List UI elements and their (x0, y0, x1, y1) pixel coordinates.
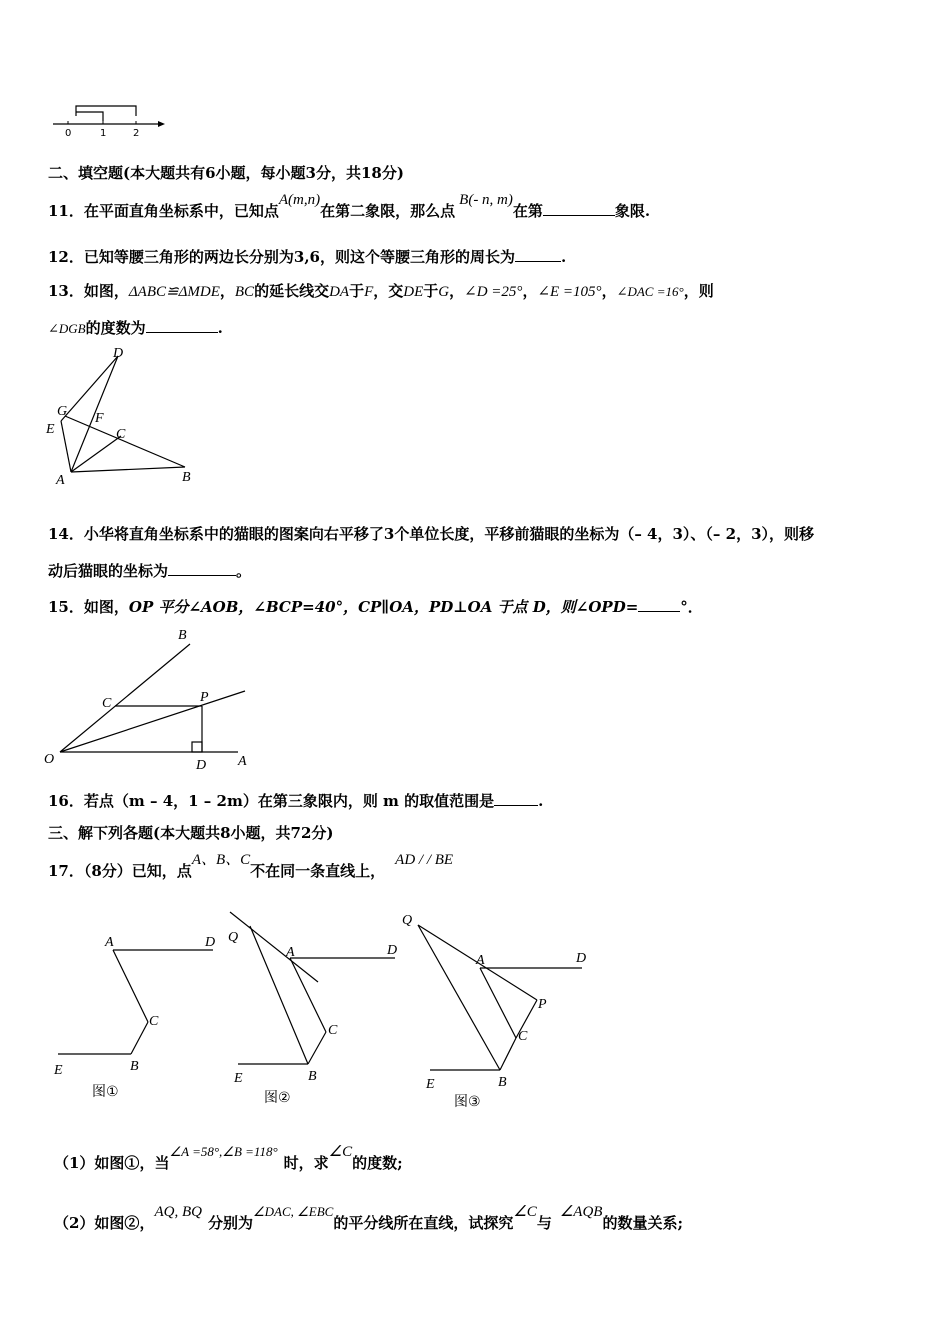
answer-blank[interactable] (543, 200, 615, 216)
q16-text: . (538, 792, 544, 810)
segment-ab (71, 467, 185, 472)
label-g: G (57, 404, 68, 419)
q16-text: 16．若点（m – 4，1 – 2m）在第三象限内，则 m 的取值范围是 (48, 792, 495, 810)
label-c: C (102, 696, 112, 711)
answer-blank[interactable] (638, 596, 680, 612)
label-d: D (113, 346, 124, 361)
f3-label-p: P (538, 997, 547, 1012)
answer-blank[interactable] (494, 790, 538, 806)
math-expr: ∠DAC =16° (616, 284, 684, 299)
segment-de (61, 356, 118, 421)
q13-text: ， (601, 282, 617, 300)
label-e: E (46, 422, 55, 437)
q17-text: 17．（8分）已知，点 (48, 862, 192, 880)
q17-text: 不在同一条直线上， (250, 862, 386, 880)
label-a: A (56, 473, 65, 488)
ray-op (60, 691, 245, 752)
question-17 (48, 852, 454, 881)
point-a-expr: A(m,n) (278, 192, 321, 208)
q15-text: 15．如图， (48, 598, 129, 616)
label-a: A (238, 754, 247, 769)
math-expr: BC (234, 284, 255, 300)
f2-segment-ac (290, 958, 326, 1032)
question-17-part2 (54, 1204, 683, 1233)
f3-label-q: Q (402, 913, 413, 928)
q14-text: 动后猫眼的坐标为 (48, 562, 169, 580)
q12-text: 12．已知等腰三角形的两边长分别为3,6，则这个等腰三角形的周长为 (48, 248, 515, 266)
f1-label-d: D (205, 935, 216, 950)
label-f: F (95, 411, 104, 426)
q13-text: 于 (423, 282, 439, 300)
f2-label-e: E (234, 1071, 243, 1086)
q15-text: OP 平分∠AOB，∠BCP=40°，CP∥OA，PD⊥OA 于点 D，则∠OPD= (128, 598, 639, 616)
label-c: C (116, 427, 126, 442)
f3-label-e: E (426, 1077, 435, 1092)
q13-text: 的度数为 (85, 319, 146, 337)
f1-label-b: B (130, 1059, 139, 1074)
q13-text: ， (449, 282, 465, 300)
q11-text: 在第 (512, 202, 543, 220)
f2-segment-cb (308, 1032, 326, 1064)
answer-blank[interactable] (168, 560, 236, 576)
q13-text: ， (522, 282, 538, 300)
f2-segment-qb (250, 926, 308, 1064)
q17-1-text: 时，求 (283, 1154, 329, 1172)
question-11 (48, 192, 651, 221)
f3-label-c: C (518, 1029, 528, 1044)
number-line-figure (48, 96, 178, 141)
q12-text: . (560, 248, 567, 266)
f2-label-a: A (286, 945, 295, 960)
question-13-cont (48, 317, 223, 338)
math-expr: ΔABC≌ΔMDE (128, 284, 220, 300)
f1-label-c: C (149, 1014, 159, 1029)
q17-2-text: 分别为 (207, 1214, 253, 1232)
f2-label-q: Q (228, 930, 239, 945)
math-expr: AQ, BQ (154, 1204, 202, 1220)
f1-segment-ac (113, 950, 148, 1022)
section3-heading: 三、解下列各题(本大题共8小题，共72分) (48, 824, 334, 842)
point-b-expr: B(- n, m) (459, 192, 513, 208)
tick-label: 2 (133, 128, 140, 139)
f1-caption: 图① (92, 1084, 119, 1100)
figure-13 (40, 340, 210, 490)
question-15 (48, 596, 703, 617)
f1-label-a: A (105, 935, 114, 950)
question-14: 14．小华将直角坐标系中的猫眼的图案向右平移了3个单位长度，平移前猫眼的坐标为（– 4，3）、（– 2，3），则移 (48, 525, 815, 543)
tick-label: 1 (100, 128, 107, 139)
math-expr: DE (403, 284, 424, 300)
question-12 (48, 246, 566, 267)
label-b: B (182, 470, 191, 485)
number-line-arrow (158, 121, 165, 127)
f1-segment-cb (131, 1022, 148, 1054)
label-p: P (200, 690, 209, 705)
q13-text: 13．如图， (48, 282, 129, 300)
math-expr: ∠DAC, ∠EBC (252, 1204, 334, 1219)
q17-2-text: （2）如图②， (54, 1214, 155, 1232)
segment-ea (61, 421, 71, 472)
math-expr: ∠A =58°,∠B =118° (169, 1144, 278, 1159)
q17-2-text: 的数量关系; (602, 1214, 683, 1232)
question-16 (48, 790, 543, 811)
q13-text: ，则 (683, 282, 714, 300)
f3-label-d: D (576, 951, 587, 966)
right-angle-mark (192, 742, 202, 752)
figure-17 (40, 900, 620, 1125)
q17-2-text: 的平分线所在直线，试探究 (333, 1214, 514, 1232)
f2-caption: 图② (264, 1090, 291, 1106)
ray-ob (60, 644, 190, 752)
q13-text: 于 (349, 282, 365, 300)
label-o: O (44, 752, 55, 767)
question-14-cont (48, 560, 251, 581)
f2-line-aq (230, 912, 318, 982)
f2-label-c: C (328, 1023, 338, 1038)
solution-bracket-upper (76, 106, 136, 116)
q17-1-text: 的度数; (352, 1154, 403, 1172)
math-expr: ∠C (328, 1144, 353, 1160)
f3-label-a: A (476, 953, 485, 968)
q15-text: °． (680, 598, 703, 616)
q17-1-text: （1）如图①，当 (54, 1154, 170, 1172)
f1-label-e: E (54, 1063, 63, 1078)
label-b: B (178, 628, 187, 643)
q11-text: 象限. (614, 202, 651, 220)
question-17-part1 (54, 1144, 403, 1173)
figure-15 (40, 622, 260, 772)
f3-segment-cb (500, 1038, 516, 1070)
q13-text: ， (219, 282, 235, 300)
solution-bracket-lower (76, 112, 103, 121)
math-expr: AD / / BE (395, 852, 454, 868)
q17-2-text: 与 (536, 1214, 552, 1232)
q11-text: 11．在平面直角坐标系中，已知点 (48, 202, 279, 220)
f3-segment-ac (480, 968, 516, 1038)
label-d: D (196, 758, 207, 772)
math-expr: ∠C (513, 1204, 537, 1220)
q13-text: 的延长线交 (254, 282, 330, 300)
answer-blank[interactable] (146, 317, 218, 333)
math-expr: G (438, 284, 450, 300)
q14-text: 。 (236, 562, 252, 580)
f2-label-d: D (387, 943, 398, 958)
q11-text: 在第二象限，那么点 (320, 202, 456, 220)
math-expr: ∠DGB (48, 321, 86, 336)
f3-caption: 图③ (454, 1094, 481, 1110)
math-expr: ∠AQB (559, 1204, 603, 1220)
q13-text: . (217, 319, 223, 337)
answer-blank[interactable] (515, 246, 561, 262)
math-expr: A、B、C (191, 852, 251, 868)
math-expr: ∠D =25° (464, 284, 523, 300)
f2-label-b: B (308, 1069, 317, 1084)
question-13 (48, 280, 714, 301)
f3-segment-qb (418, 925, 500, 1070)
tick-label: 0 (65, 128, 72, 139)
f3-label-b: B (498, 1075, 507, 1090)
math-expr: ∠E =105° (537, 284, 602, 300)
section2-heading: 二、填空题(本大题共有6小题，每小题3分，共18分) (48, 164, 404, 182)
math-expr: F (364, 284, 374, 300)
math-expr: DA (329, 284, 350, 300)
q13-text: ，交 (373, 282, 404, 300)
